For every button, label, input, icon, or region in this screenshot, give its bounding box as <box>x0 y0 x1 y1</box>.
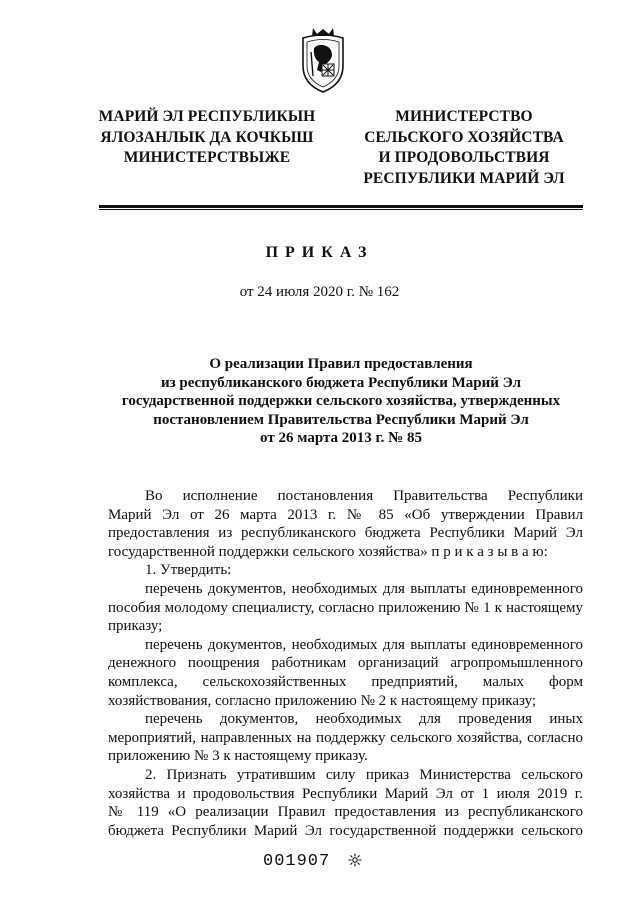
body-line: приказу; <box>108 618 163 635</box>
header-right-line: РЕСПУБЛИКИ МАРИЙ ЭЛ <box>363 169 565 187</box>
body-line: денежного поощрения работникам организаций агропромышленного <box>108 655 583 672</box>
document-subject <box>99 355 583 448</box>
header-left-line: ЯЛОЗАНЛЫК ДА КОЧКЫШ <box>100 128 314 146</box>
body-line: бюджета Республики Марий Эл государственной поддержки сельского <box>108 822 583 839</box>
serial-number: 001907 <box>263 852 331 871</box>
body-line: государственной поддержки сельского хозяйства» п р и к а з ы в а ю: <box>108 543 548 560</box>
subject-line: из республиканского бюджета Республики Марий Эл <box>160 374 522 391</box>
header-divider-thin <box>99 209 583 210</box>
header-divider <box>99 205 583 208</box>
subject-line: постановлением Правительства Республики Марий Эл <box>153 411 529 428</box>
body-line: приложению № 3 к настоящему приказу. <box>108 748 368 765</box>
ornament-icon <box>348 853 362 867</box>
document-date-number: от 24 июля 2020 г. № 162 <box>239 284 400 300</box>
body-line: 2. Признать утратившим силу приказ Министерства сельского <box>145 766 583 783</box>
body-line: хозяйства и продовольствия Республики Марий Эл от 1 июля 2019 г. <box>108 785 583 802</box>
body-line: Во исполнение постановления Правительства Республики <box>145 488 583 504</box>
document-body <box>108 487 583 840</box>
body-line: мероприятий, направленных на поддержку сельского хозяйства, согласно <box>108 729 583 746</box>
header-right-line: И ПРОДОВОЛЬСТВИЯ <box>378 149 550 166</box>
header-right-line: МИНИСТЕРСТВО <box>395 108 533 125</box>
document-type-title: ПРИКАЗ <box>265 244 374 261</box>
body-line: перечень документов, необходимых для выплаты единовременного <box>145 580 583 597</box>
subject-line: от 26 марта 2013 г. № 85 <box>260 430 422 446</box>
body-line: предоставления из республиканского бюджета Республики Марий Эл <box>108 525 583 542</box>
body-line: № 119 «О реализации Правил предоставления из республиканского <box>108 804 583 821</box>
ministry-name-mari <box>92 107 322 169</box>
subject-line: государственной поддержки сельского хозяйства, утвержденных <box>121 393 561 409</box>
header-left-line: МАРИЙ ЭЛ РЕСПУБЛИКЫН <box>98 108 316 125</box>
body-line: перечень документов, необходимых для выплаты единовременного <box>145 636 583 653</box>
body-line: хозяйствования, согласно приложению № 2 к настоящему приказу; <box>108 692 537 709</box>
coat-of-arms-icon <box>299 26 347 94</box>
body-line: 1. Утвердить: <box>145 562 232 579</box>
ministry-name-russian <box>360 107 568 189</box>
header-left-line: МИНИСТЕРСТВЫЖЕ <box>123 149 291 166</box>
body-line: Марий Эл от 26 марта 2013 г. № 85 «Об утверждении Правил <box>108 506 583 523</box>
body-line: комплекса, сельскохозяйственных предприятий, малых форм <box>108 673 583 690</box>
body-line: перечень документов, необходимых для проведения иных <box>145 711 583 728</box>
subject-line: О реализации Правил предоставления <box>209 356 473 372</box>
header-right-line: СЕЛЬСКОГО ХОЗЯЙСТВА <box>364 128 564 146</box>
body-line: пособия молодому специалисту, согласно приложению № 1 к настоящему <box>108 599 583 616</box>
